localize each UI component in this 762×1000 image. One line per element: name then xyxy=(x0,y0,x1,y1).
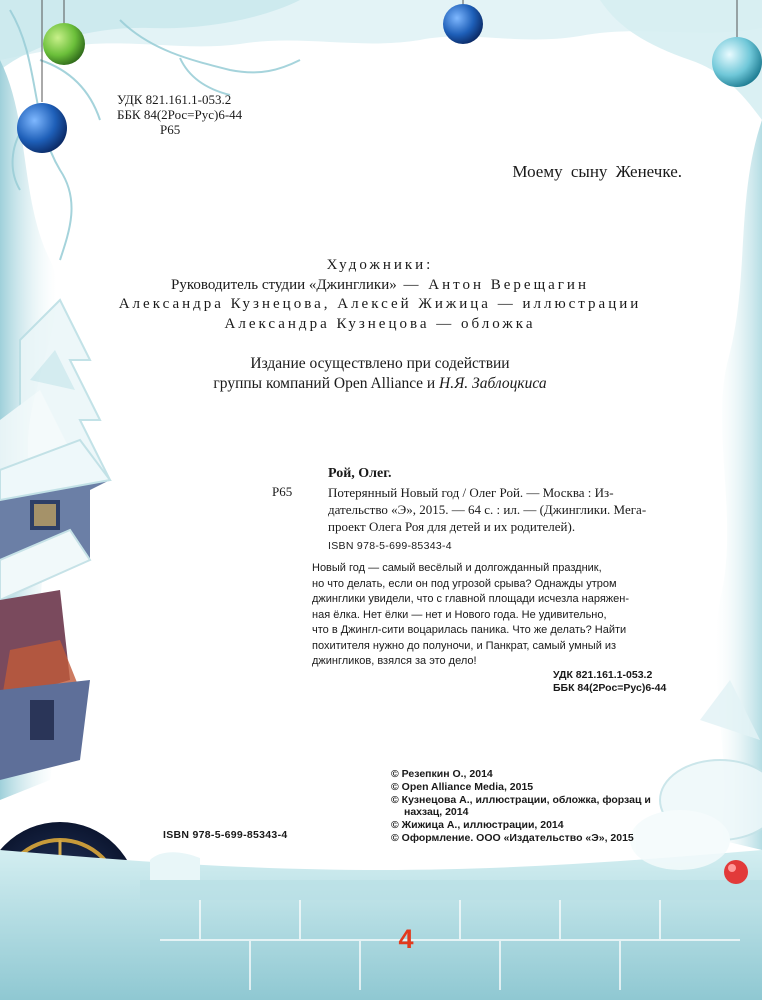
copyright-line: © Кузнецова А., иллюстрации, обложка, форзац и xyxy=(391,793,651,806)
bibliography-line-1: Потерянный Новый год / Олег Рой. — Москва : Из- xyxy=(328,485,614,500)
support-block xyxy=(80,354,680,393)
support-line-2 xyxy=(80,374,680,394)
sponsor-name: Н.Я. Заблоцкиса xyxy=(439,374,547,392)
artists-block xyxy=(60,256,700,334)
studio-head-role: Руководитель студии «Джинглики» xyxy=(171,276,397,293)
catalog-block xyxy=(117,92,242,137)
udk-code-2: УДК 821.161.1-053.2 xyxy=(553,669,653,681)
bibliography-code: Р65 xyxy=(272,484,293,499)
artists-line-3: Александра Кузнецова — обложка xyxy=(224,315,536,332)
isbn-entry: ISBN 978-5-699-85343-4 xyxy=(328,540,452,552)
copyright-line: © Резепкин О., 2014 xyxy=(391,768,493,780)
artists-line-1 xyxy=(60,276,700,296)
studio-head-name: — Антон Верещагин xyxy=(396,276,589,293)
annotation-line: ная ёлка. Нет ёлки — нет и Нового года. Не удивительно, xyxy=(312,608,607,621)
annotation-line: джинглики увидели, что с главной площади исчезла наряжен- xyxy=(312,593,629,605)
support-line-1: Издание осуществлено при содействии xyxy=(250,355,510,372)
bibliography-entry xyxy=(328,484,682,535)
isbn-bottom: ISBN 978-5-699-85343-4 xyxy=(163,829,288,841)
bibliography-author: Рой, Олег. xyxy=(328,466,392,481)
annotation-line: что в Джингл-сити воцарилась паника. Что же делать? Найти xyxy=(312,624,627,636)
copyright-line: © Оформление. ООО «Издательство «Э», 2015 xyxy=(391,831,634,844)
annotation xyxy=(312,561,682,670)
bbk-code-2: ББК 84(2Рос=Рус)6-44 xyxy=(553,681,667,694)
annotation-line: похитителя нужно до полуночи, и Панкрат, самый умный из xyxy=(312,639,617,652)
dedication: Моему сыну Женечке. xyxy=(512,162,682,181)
classification-block xyxy=(553,669,666,694)
copyright-line: нахзац, 2014 xyxy=(404,806,469,819)
annotation-line: Новый год — самый весёлый и долгожданный праздник, xyxy=(312,562,602,574)
author-mark: Р65 xyxy=(160,122,181,137)
page-number: 4 xyxy=(398,924,414,954)
bibliography-line-3: проект Олега Роя для детей и их родителей). xyxy=(328,519,576,534)
copyright-line: © Жижица А., иллюстрации, 2014 xyxy=(391,819,564,832)
copyright-block xyxy=(391,768,691,845)
copyright-line: © Open Alliance Media, 2015 xyxy=(391,780,534,793)
bbk-code: ББК 84(2Рос=Рус)6-44 xyxy=(117,107,243,122)
bibliography-line-2: дательство «Э», 2015. — 64 с. : ил. — (Джинглики. Мега- xyxy=(328,502,647,517)
udk-code: УДК 821.161.1-053.2 xyxy=(117,92,232,107)
artists-heading: Художники: xyxy=(326,257,434,273)
support-prefix: группы компаний Open Alliance и xyxy=(213,374,440,392)
artists-line-2: Александра Кузнецова, Алексей Жижица — иллюстрации xyxy=(118,296,642,312)
annotation-line: но что делать, если он под угрозой срыва? Однажды утром xyxy=(312,577,617,590)
annotation-line: джингликов, взялся за это дело! xyxy=(312,655,477,667)
